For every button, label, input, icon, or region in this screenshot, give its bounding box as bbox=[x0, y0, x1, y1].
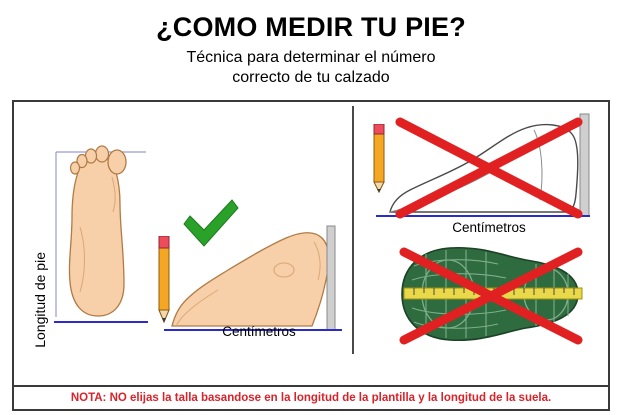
page-subtitle bbox=[0, 48, 622, 88]
note-text: NOTA: NO elijas la talla basandose en la longitud de la plantilla y la longitud de la suela. bbox=[70, 392, 552, 404]
page-title: ¿COMO MEDIR TU PIE? bbox=[156, 12, 466, 42]
note-bar bbox=[12, 385, 610, 411]
centimeters-label-right: Centímetros bbox=[452, 220, 526, 235]
subtitle-line-1: Técnica para determinar el número bbox=[186, 49, 436, 66]
barefoot-top-view-illustration bbox=[50, 132, 150, 332]
incorrect-cross-icon-sole bbox=[398, 246, 584, 346]
foot-length-label: Longitud de pie bbox=[32, 252, 48, 348]
diagram-panel bbox=[12, 100, 610, 398]
incorrect-cross-icon-shoe-side bbox=[394, 116, 584, 220]
centimeters-label-left: Centímetros bbox=[222, 324, 296, 339]
subtitle-line-2: correcto de tu calzado bbox=[232, 69, 390, 86]
